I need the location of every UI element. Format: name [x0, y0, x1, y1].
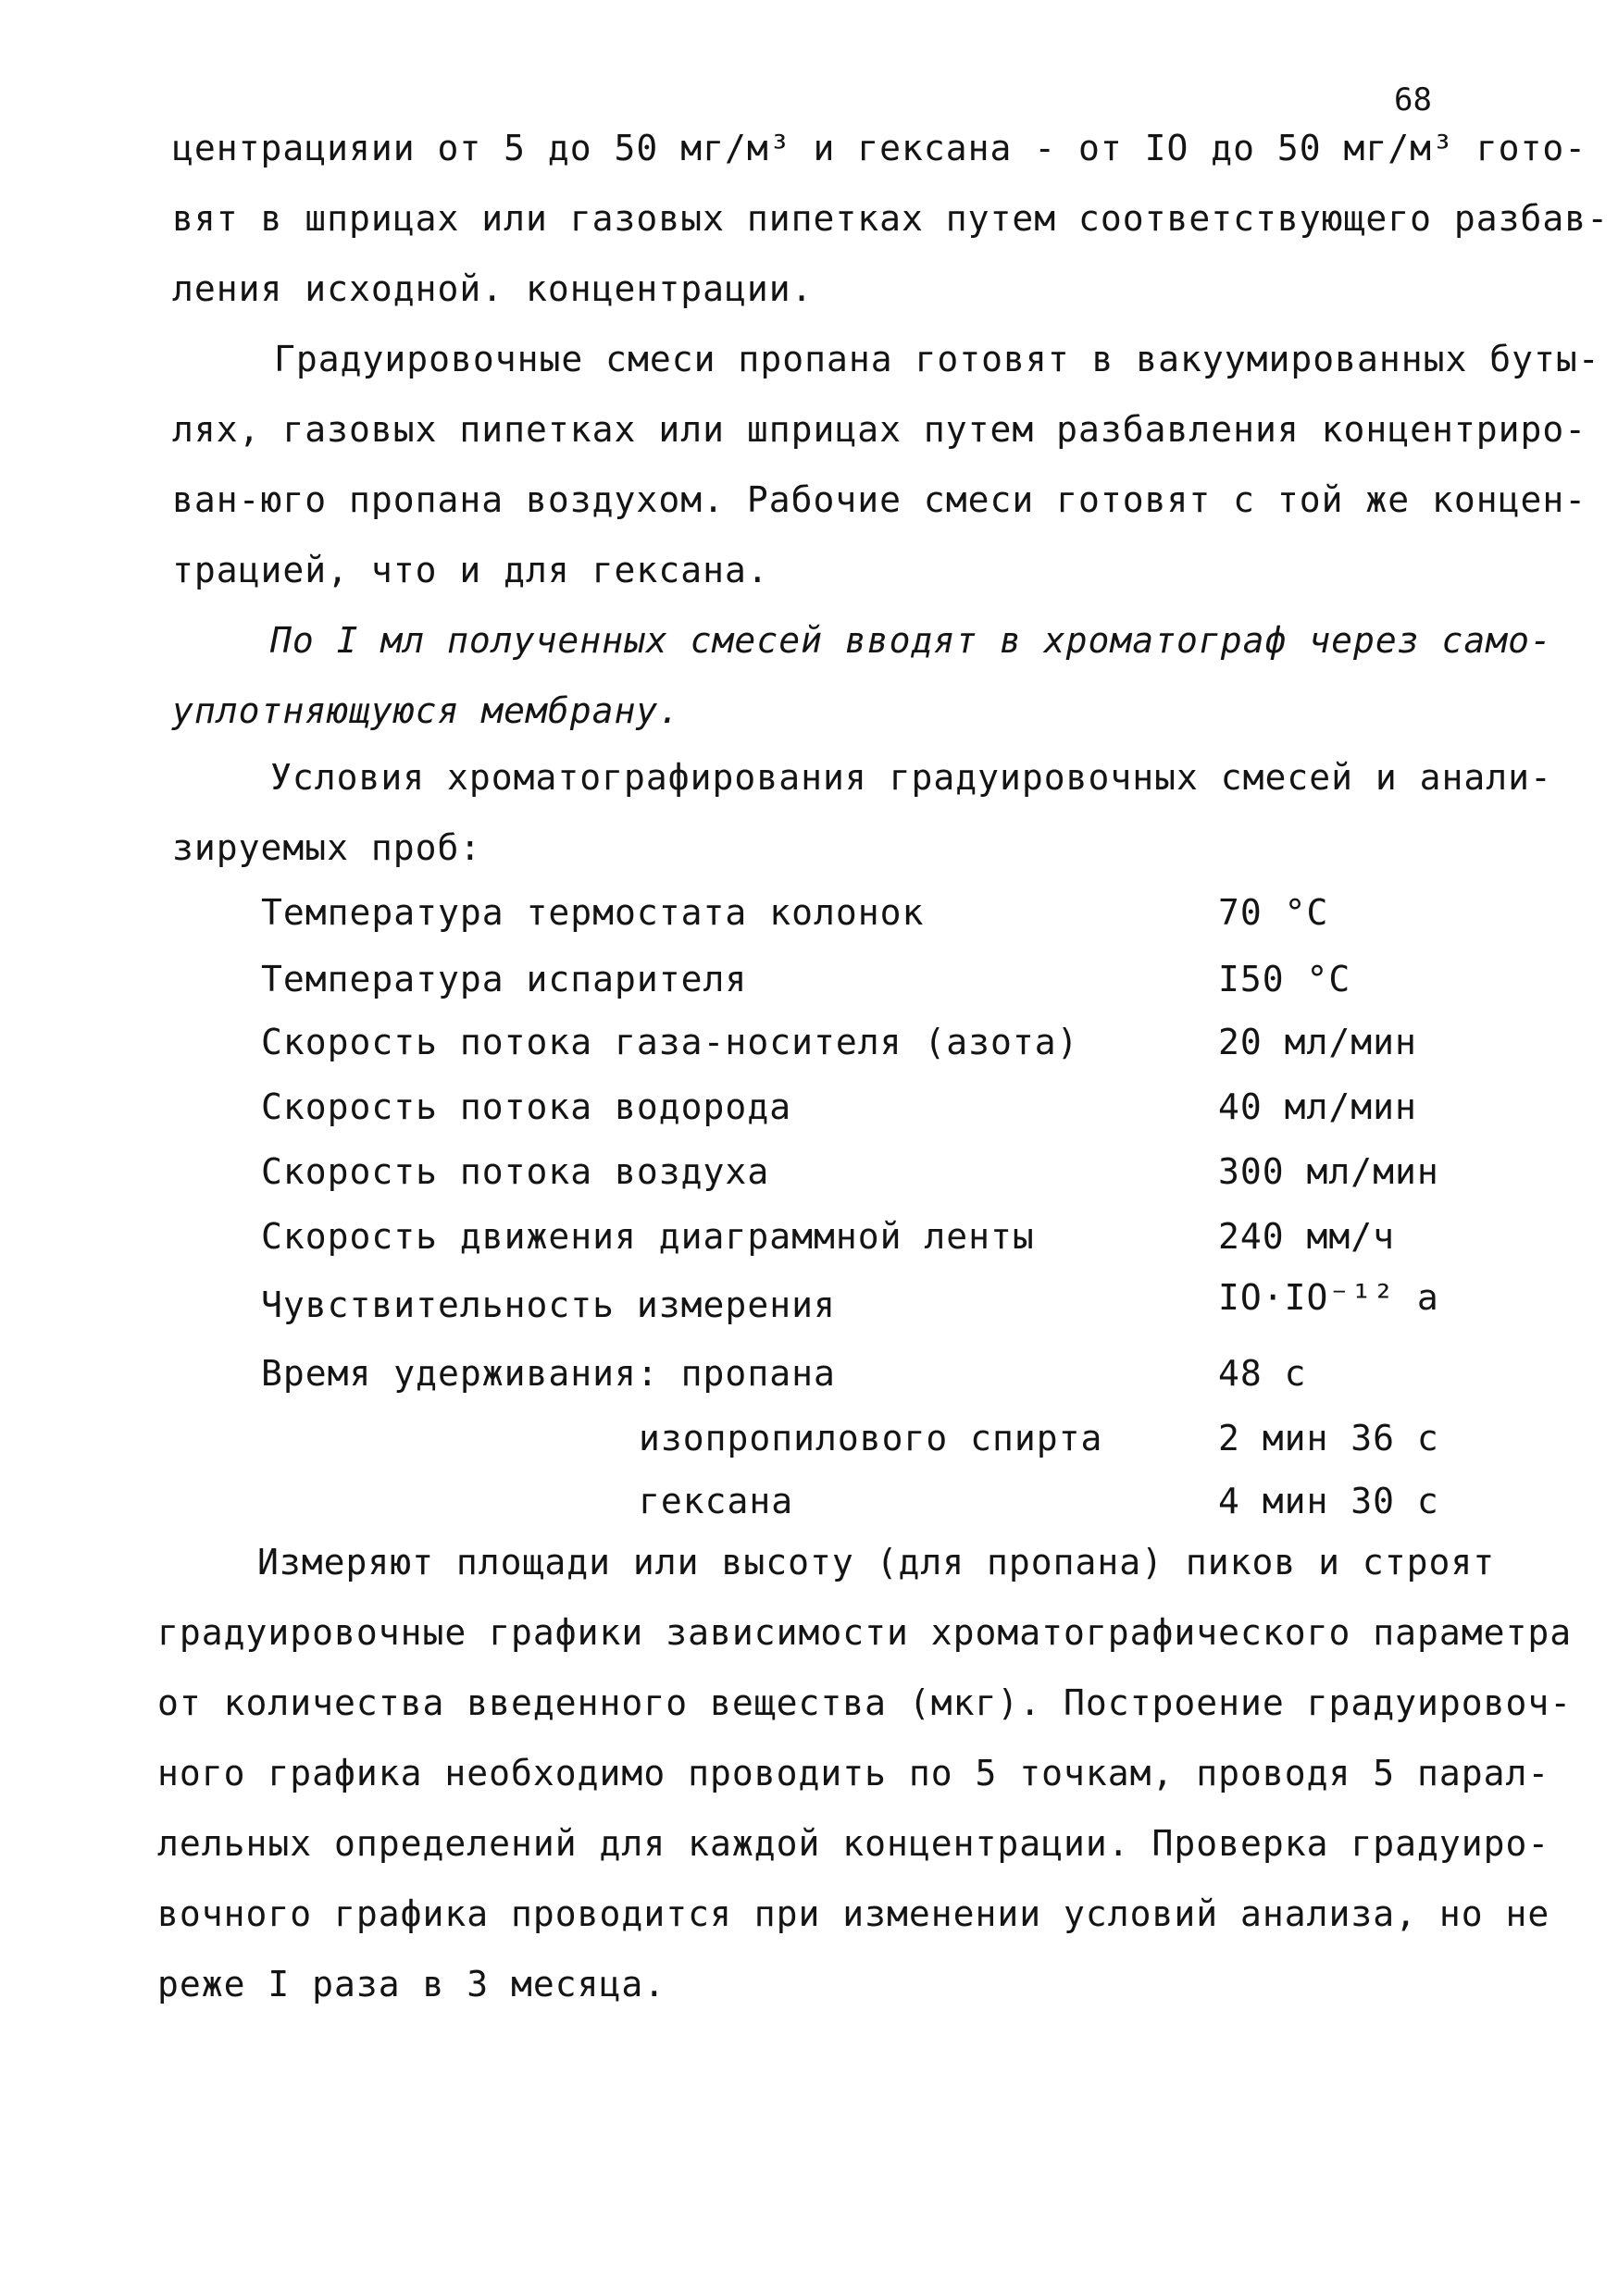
param-name: Скорость движения диаграммной ленты — [261, 1216, 1035, 1257]
text-line: реже I раза в 3 месяца. — [157, 1964, 666, 2004]
text-line: вочного графика проводится при изменении условий анализа, но не — [157, 1893, 1550, 1934]
param-name: Скорость потока воздуха — [261, 1151, 770, 1192]
text-line: лельных определений для каждой концентрации. Проверка градуиро- — [157, 1823, 1550, 1864]
param-value: 70 °С — [1218, 892, 1329, 933]
text-line: вят в шприцах или газовых пипетках путем соответствующего разбав- — [172, 198, 1610, 239]
text-line: уплотняющуюся мембрану. — [172, 690, 681, 731]
text-line: Градуировочные смеси пропана готовят в вакуумированных буты- — [274, 339, 1600, 379]
param-value: 48 с — [1218, 1353, 1307, 1394]
param-name: Время удерживания: пропана — [261, 1353, 836, 1394]
text-line: трацией, что и для гексана. — [172, 550, 769, 590]
text-line: ления исходной. концентрации. — [172, 268, 814, 309]
text-line: лях, газовых пипетках или шприцах путем разбавления концентриро- — [172, 409, 1587, 450]
param-value: I50 °С — [1218, 959, 1351, 999]
param-name: Температура испарителя — [261, 959, 748, 999]
text-line: центрацияии от 5 до 50 мг/м³ и гексана - от IO до 50 мг/м³ гото- — [172, 128, 1587, 168]
param-name: изопропилового спирта — [639, 1418, 1103, 1458]
param-value: IO·IO⁻¹² а — [1218, 1277, 1439, 1318]
text-line: зируемых проб: — [172, 827, 482, 868]
text-line: По I мл полученных смесей вводят в хроматограф через само- — [270, 620, 1552, 661]
text-line: ван-юго пропана воздухом. Рабочие смеси готовят с той же концен- — [172, 479, 1587, 520]
param-value: 4 мин 30 с — [1218, 1481, 1439, 1521]
param-value: 40 мл/мин — [1218, 1086, 1417, 1127]
param-value: 300 мл/мин — [1218, 1151, 1439, 1192]
page-number: 68 — [1394, 81, 1432, 118]
text-line: градуировочные графики зависимости хроматографического параметра — [157, 1612, 1573, 1653]
text-line: Условия хроматографирования градуировочных смесей и анали- — [270, 757, 1552, 798]
text-line: от количества введенного вещества (мкг). Построение градуировоч- — [157, 1682, 1573, 1723]
param-name: Температура термостата колонок — [261, 892, 925, 933]
param-value: 20 мл/мин — [1218, 1022, 1417, 1062]
text-line: Измеряют площади или высоту (для пропана) пиков и строят — [257, 1542, 1496, 1582]
param-name: Скорость потока газа-носителя (азота) — [261, 1022, 1079, 1062]
param-value: 2 мин 36 с — [1218, 1418, 1439, 1458]
param-name: Чувствительность измерения — [261, 1285, 836, 1325]
param-name: Скорость потока водорода — [261, 1086, 792, 1127]
param-name: гексана — [639, 1481, 794, 1521]
param-value: 240 мм/ч — [1218, 1216, 1396, 1257]
text-line: ного графика необходимо проводить по 5 точкам, проводя 5 парал- — [157, 1753, 1550, 1793]
